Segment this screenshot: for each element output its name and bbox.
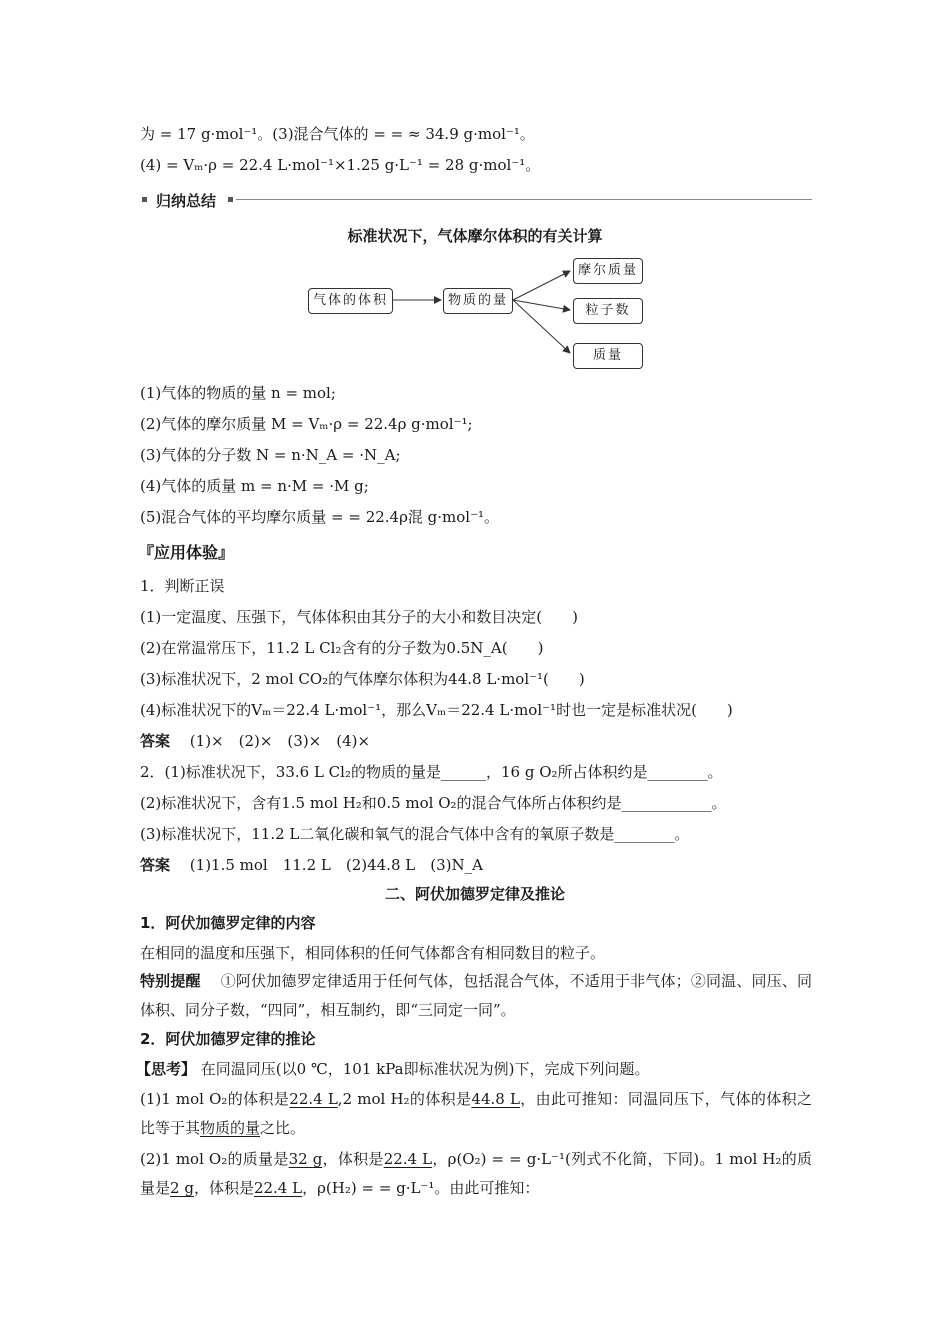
formula-5: (5)混合气体的平均摩尔质量 = = 22.4ρ混 g·mol⁻¹。 (140, 508, 500, 526)
text: ，ρ(O₂) = = g·L⁻¹(列式不化简，下同)。1 mol H₂的质量是 (140, 1150, 812, 1197)
text-line-1: 为 = 17 g·mol⁻¹。(3)混合气体的 = = ≈ 34.9 g·mol⁻¹。 (140, 125, 535, 143)
section-apply-heading: 『应用体验』 (138, 543, 235, 562)
q1-item-2: (2)在常温常压下，11.2 L Cl₂含有的分子数为0.5N_A( ) (140, 639, 544, 657)
formula-2: (2)气体的摩尔质量 M = Vₘ·ρ = 22.4ρ g·mol⁻¹; (140, 415, 473, 433)
box-particle-number: 粒子数 (573, 298, 643, 324)
answer-label: 答案 (140, 732, 171, 750)
answer-label: 答案 (140, 856, 171, 874)
text: ，ρ(H₂) = = g·L⁻¹。由此可推知： (302, 1179, 540, 1197)
q1-answer: (1)× (2)× (3)× (4)× (189, 732, 371, 750)
tip-label: 特别提醒 (140, 972, 201, 990)
filled-answer: 32 g (288, 1150, 323, 1168)
text-line-2: (4) = Vₘ·ρ = 22.4 L·mol⁻¹×1.25 g·L⁻¹ = 28 g·mol⁻¹。 (140, 156, 541, 174)
q1-heading: 1．判断正误 (140, 577, 225, 595)
box-mass: 质量 (573, 343, 643, 369)
text: (2)1 mol O₂的质量是 (140, 1150, 289, 1168)
q2-answer: (1)1.5 mol 11.2 L (2)44.8 L (3)N_A (189, 856, 483, 874)
section2-title: 二、阿伏加德罗定律及推论 (384, 885, 565, 903)
text: ，体积是 (193, 1179, 254, 1197)
special-tip (140, 967, 812, 1025)
filled-answer: 22.4 L (289, 1090, 338, 1108)
filled-answer: 2 g (170, 1179, 194, 1197)
box-molar-mass: 摩尔质量 (573, 258, 643, 284)
think-label: 【思考】 (136, 1060, 197, 1078)
diagram-title: 标准状况下，气体摩尔体积的有关计算 (347, 227, 603, 245)
text: ,2 mol H₂的体积是 (337, 1090, 472, 1108)
text: (1)1 mol O₂的体积是 (140, 1090, 290, 1108)
q1-item-1: (1)一定温度、压强下，气体体积由其分子的大小和数目决定( ) (140, 608, 578, 626)
q1-item-4: (4)标准状况下的Vₘ＝22.4 L·mol⁻¹，那么Vₘ＝22.4 L·mol⁻¹时也一定是标准状况( ) (140, 701, 733, 719)
section2-para-1: 在相同的温度和压强下，相同体积的任何气体都含有相同数目的粒子。 (140, 944, 606, 962)
text: 之比。 (260, 1119, 306, 1137)
formula-4: (4)气体的质量 m = n·M = ·M g; (140, 477, 369, 495)
filled-answer: 22.4 L (383, 1150, 433, 1168)
section2-heading-1: 1．阿伏加德罗定律的内容 (140, 914, 316, 932)
filled-answer: 44.8 L (471, 1090, 520, 1108)
q2-item-1: 2．(1)标准状况下，33.6 L Cl₂的物质的量是______，16 g O₂所占体积约是________。 (140, 763, 723, 781)
summary-label: 归纳总结 (156, 192, 217, 210)
q1-item-3: (3)标准状况下，2 mol CO₂的气体摩尔体积为44.8 L·mol⁻¹( ) (140, 670, 585, 688)
filled-answer: 22.4 L (253, 1179, 303, 1197)
think-text: 在同温同压(以0 ℃，101 kPa即标准状况为例)下，完成下列问题。 (200, 1060, 650, 1078)
box-amount-of-substance: 物质的量 (443, 288, 513, 314)
box-gas-volume: 气体的体积 (308, 288, 393, 314)
para-density (140, 1145, 812, 1203)
q2-item-3: (3)标准状况下，11.2 L二氧化碳和氧气的混合气体中含有的氧原子数是________。 (140, 825, 690, 843)
text: ，由此可推知：同温同压下，气体的体积之比等于其 (140, 1090, 812, 1137)
arrow-to-molar-mass (513, 271, 570, 300)
diagram-arrows (0, 0, 950, 380)
formula-3: (3)气体的分子数 N = n·N_A = ·N_A; (140, 446, 401, 464)
q2-answer-line (140, 855, 483, 875)
para-volume-ratio (140, 1085, 812, 1143)
filled-answer: 物质的量 (200, 1119, 261, 1137)
section2-heading-2: 2．阿伏加德罗定律的推论 (140, 1030, 316, 1048)
q2-item-2: (2)标准状况下，含有1.5 mol H₂和0.5 mol O₂的混合气体所占体积约是____________。 (140, 794, 727, 812)
text: ，体积是 (322, 1150, 384, 1168)
arrow-to-mass (513, 300, 570, 353)
think-line (136, 1059, 649, 1079)
tip-text: ①阿伏加德罗定律适用于任何气体，包括混合气体，不适用于非气体；②同温、同压、同体积、同分子数，“四同”，相互制约，即“三同定一同”。 (140, 972, 812, 1019)
formula-1: (1)气体的物质的量 n = mol; (140, 384, 336, 402)
q1-answer-line (140, 731, 370, 751)
